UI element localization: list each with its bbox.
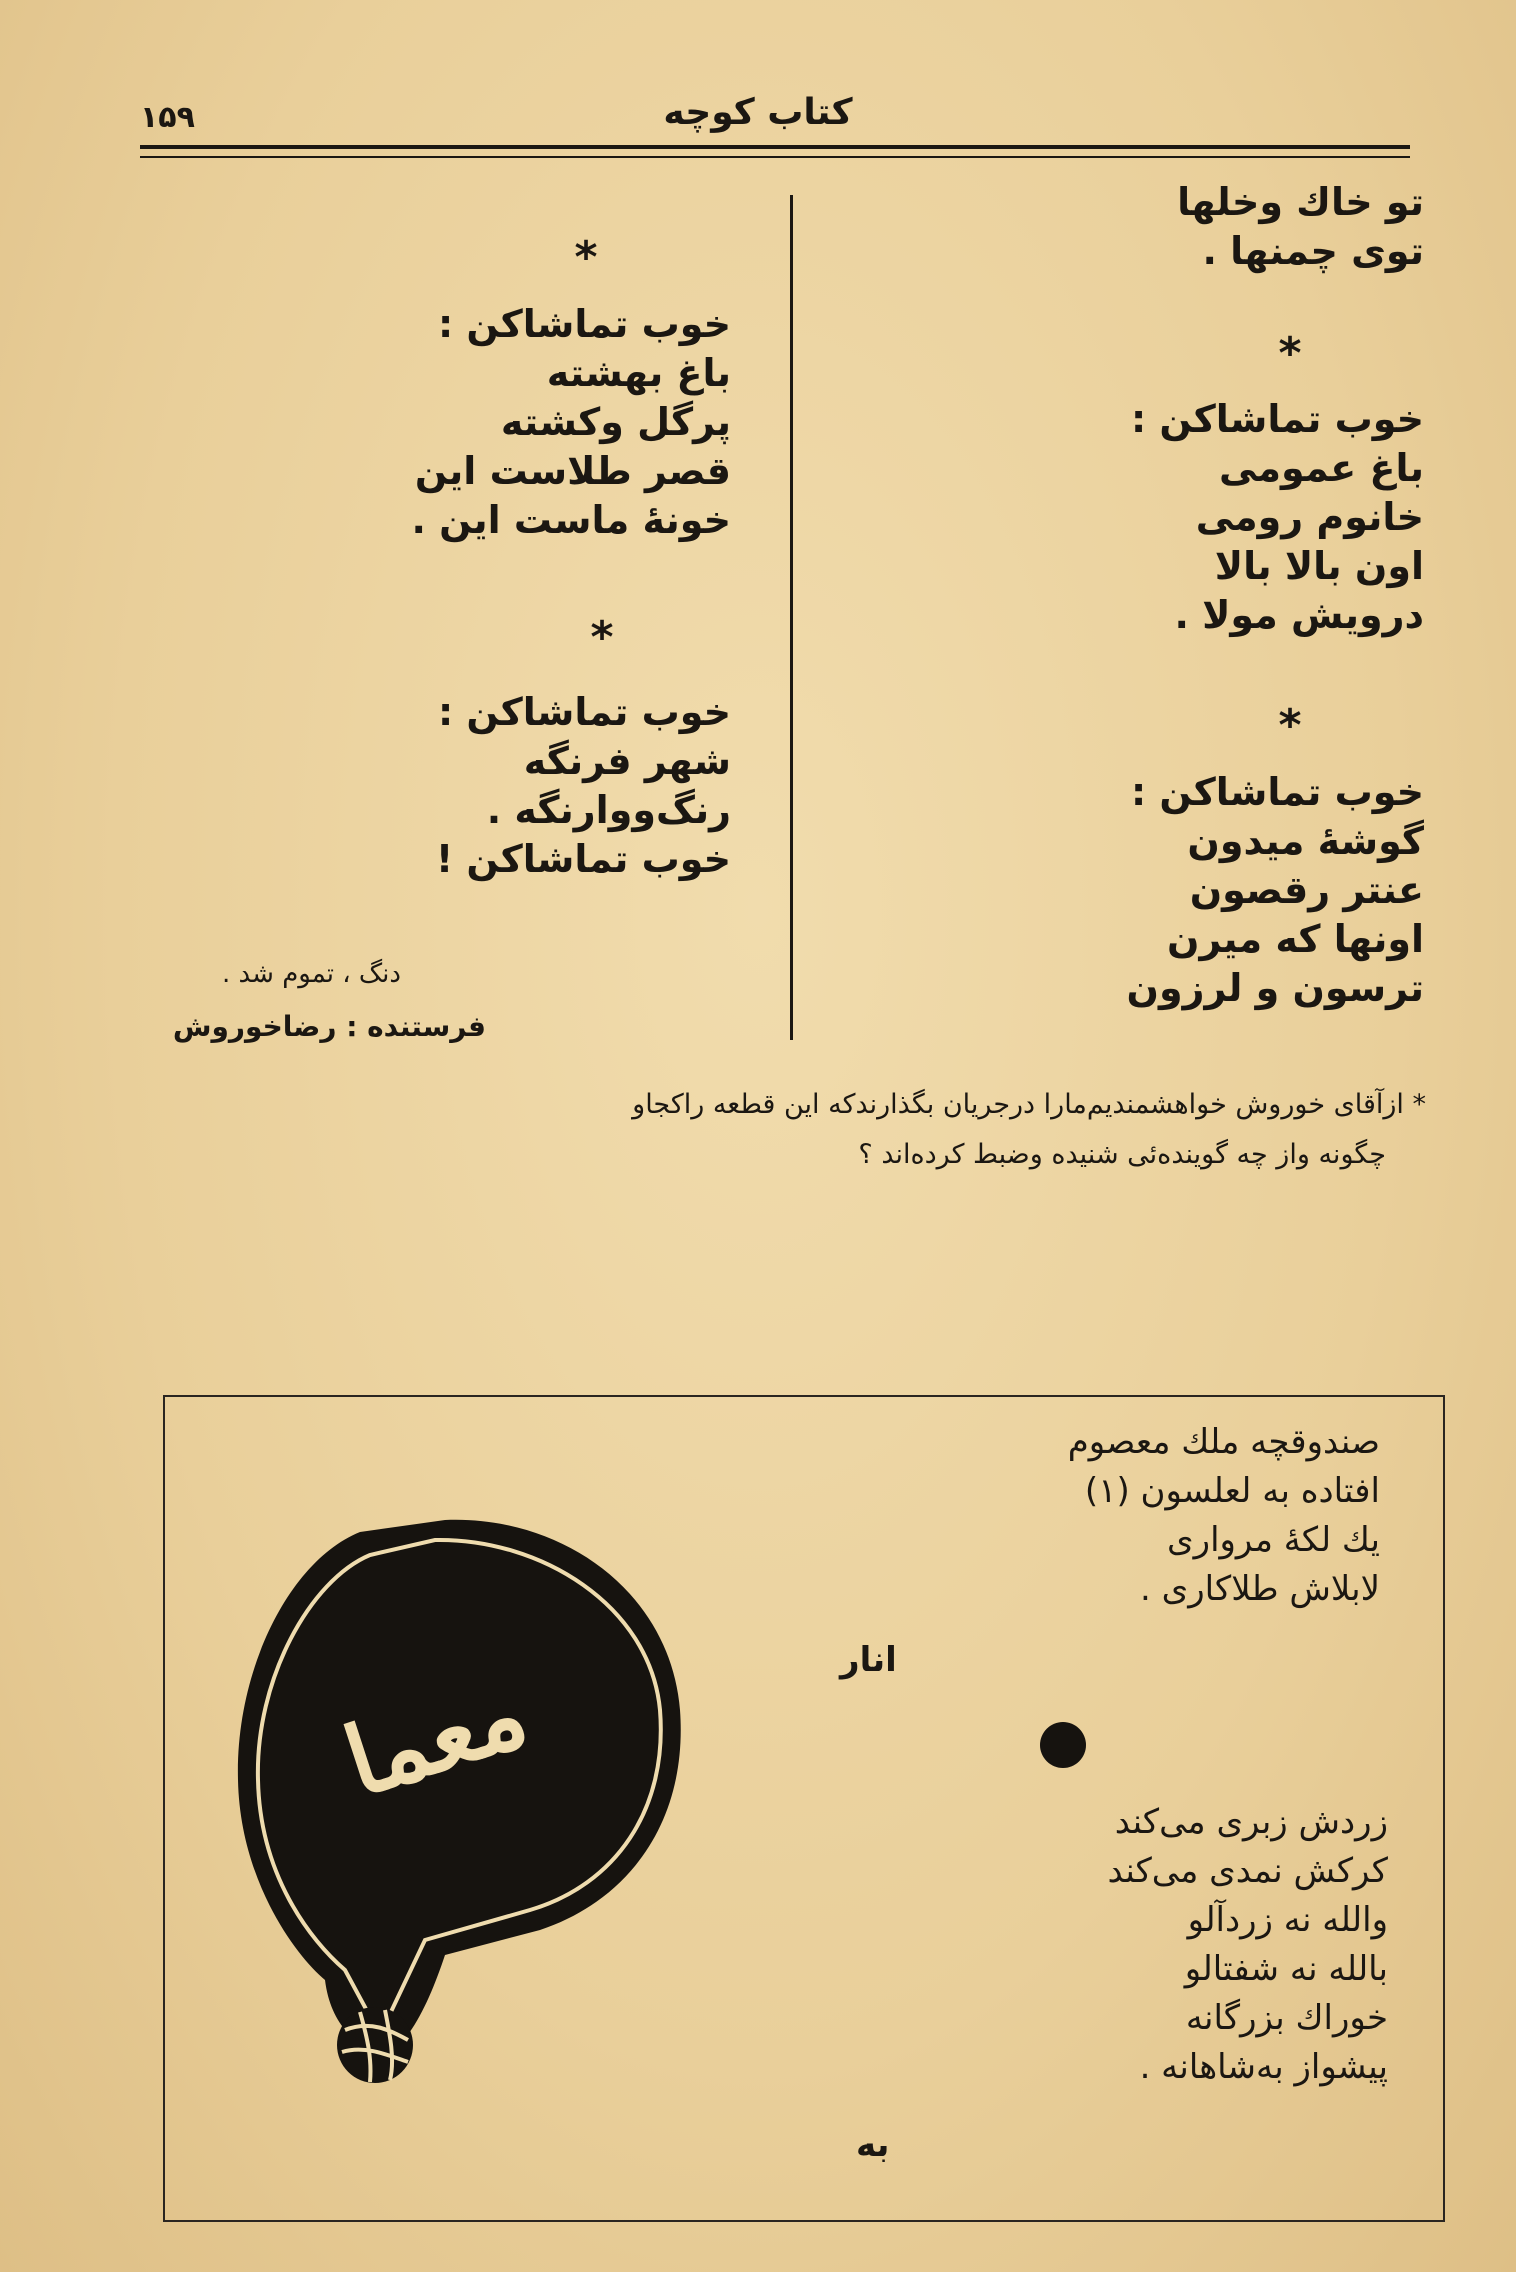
riddle-line: کرکش نمدی می‌کند (1107, 1851, 1388, 1891)
riddle-2 (1107, 1798, 1388, 2092)
column-divider (790, 195, 793, 1040)
verse-line: خوب تماشاکن : (1131, 397, 1424, 441)
verse-line: خونهٔ ماست این . (411, 498, 731, 542)
riddle-1 (1068, 1418, 1380, 1614)
verse-line: خانوم رومی (1195, 495, 1424, 539)
riddle-line: یك لکهٔ مرواری (1167, 1520, 1380, 1560)
riddle-line: لابلاش طلاکاری . (1140, 1569, 1380, 1609)
verse-line: خوب تماشاکن ! (435, 837, 731, 881)
riddle-line: صندوقچه ملك معصوم (1067, 1422, 1380, 1462)
star-separator: * (590, 612, 614, 663)
verse-line: رنگ‌وو‌ارنگه . (486, 788, 731, 832)
bullet-dot (1040, 1722, 1086, 1768)
riddle-answer-2: به (856, 2125, 890, 2165)
riddle-line: بالله نه شفتالو (1184, 1949, 1388, 1989)
riddle-emblem (230, 1500, 690, 2100)
star-separator: * (1278, 328, 1302, 379)
header-rule-thick (140, 145, 1410, 149)
star-separator: * (574, 232, 598, 283)
verse-line: قصر طلاست این (414, 449, 731, 493)
verse-line: درویش مولا . (1174, 593, 1424, 637)
footnote-line: چگونه واز چه گوینده‌ئی شنیده وضبط کرده‌اند ؟ (858, 1139, 1386, 1170)
riddle-line: پیشواز به‌شاهانه . (1139, 2047, 1388, 2087)
right-stanza-top (1177, 178, 1424, 276)
right-stanza-3 (1127, 768, 1424, 1013)
sender-credit: فرستنده : رضاخوروش (172, 1010, 486, 1043)
closing-note: دنگ ، تموم شد . (221, 959, 401, 989)
emblem-text: معما (331, 1655, 541, 1820)
riddle-line: زردش زبری می‌کند (1114, 1802, 1388, 1842)
verse-line: خوب تماشاکن : (438, 690, 731, 734)
verse-line: پرگل وکشته (500, 400, 731, 444)
footnote (126, 1080, 1426, 1180)
verse-line: باغ عمومی (1219, 446, 1424, 490)
verse-line: تو خاك وخلها (1177, 180, 1424, 224)
verse-line: خوب تماشاکن : (1131, 770, 1424, 814)
verse-line: عنتر رقصون (1189, 868, 1424, 912)
riddle-line: افتاده به لعلسون (۱) (1084, 1471, 1380, 1511)
verse-line: گوشهٔ میدون (1187, 819, 1424, 863)
verse-line: باغ بهشته (546, 351, 731, 395)
left-stanza-1 (411, 300, 731, 545)
verse-line: اون بالا بالا (1214, 544, 1424, 588)
left-stanza-2 (436, 688, 731, 884)
right-stanza-2 (1131, 395, 1424, 640)
verse-line: توی چمنها . (1202, 229, 1424, 273)
verse-line: شهر فرنگه (523, 739, 731, 783)
riddle-line: والله نه زردآلو (1187, 1900, 1388, 1940)
riddle-answer-1: انار (840, 1640, 897, 1680)
verse-line: خوب تماشاکن : (438, 302, 731, 346)
page-number: ۱۵۹ (140, 100, 195, 135)
star-separator: * (1278, 700, 1302, 751)
verse-line: اونها که میرن (1167, 917, 1424, 961)
header-rule-thin (140, 156, 1410, 158)
running-title: کتاب کوچه (663, 92, 853, 133)
riddle-line: خوراك بزرگانه (1185, 1998, 1388, 2038)
footnote-line: * ازآقای خوروش خواهشمندیم‌مارا درجریان بگذارندکه این قطعه راکجاو (632, 1089, 1426, 1120)
verse-line: ترسون و لرزون (1126, 966, 1424, 1010)
